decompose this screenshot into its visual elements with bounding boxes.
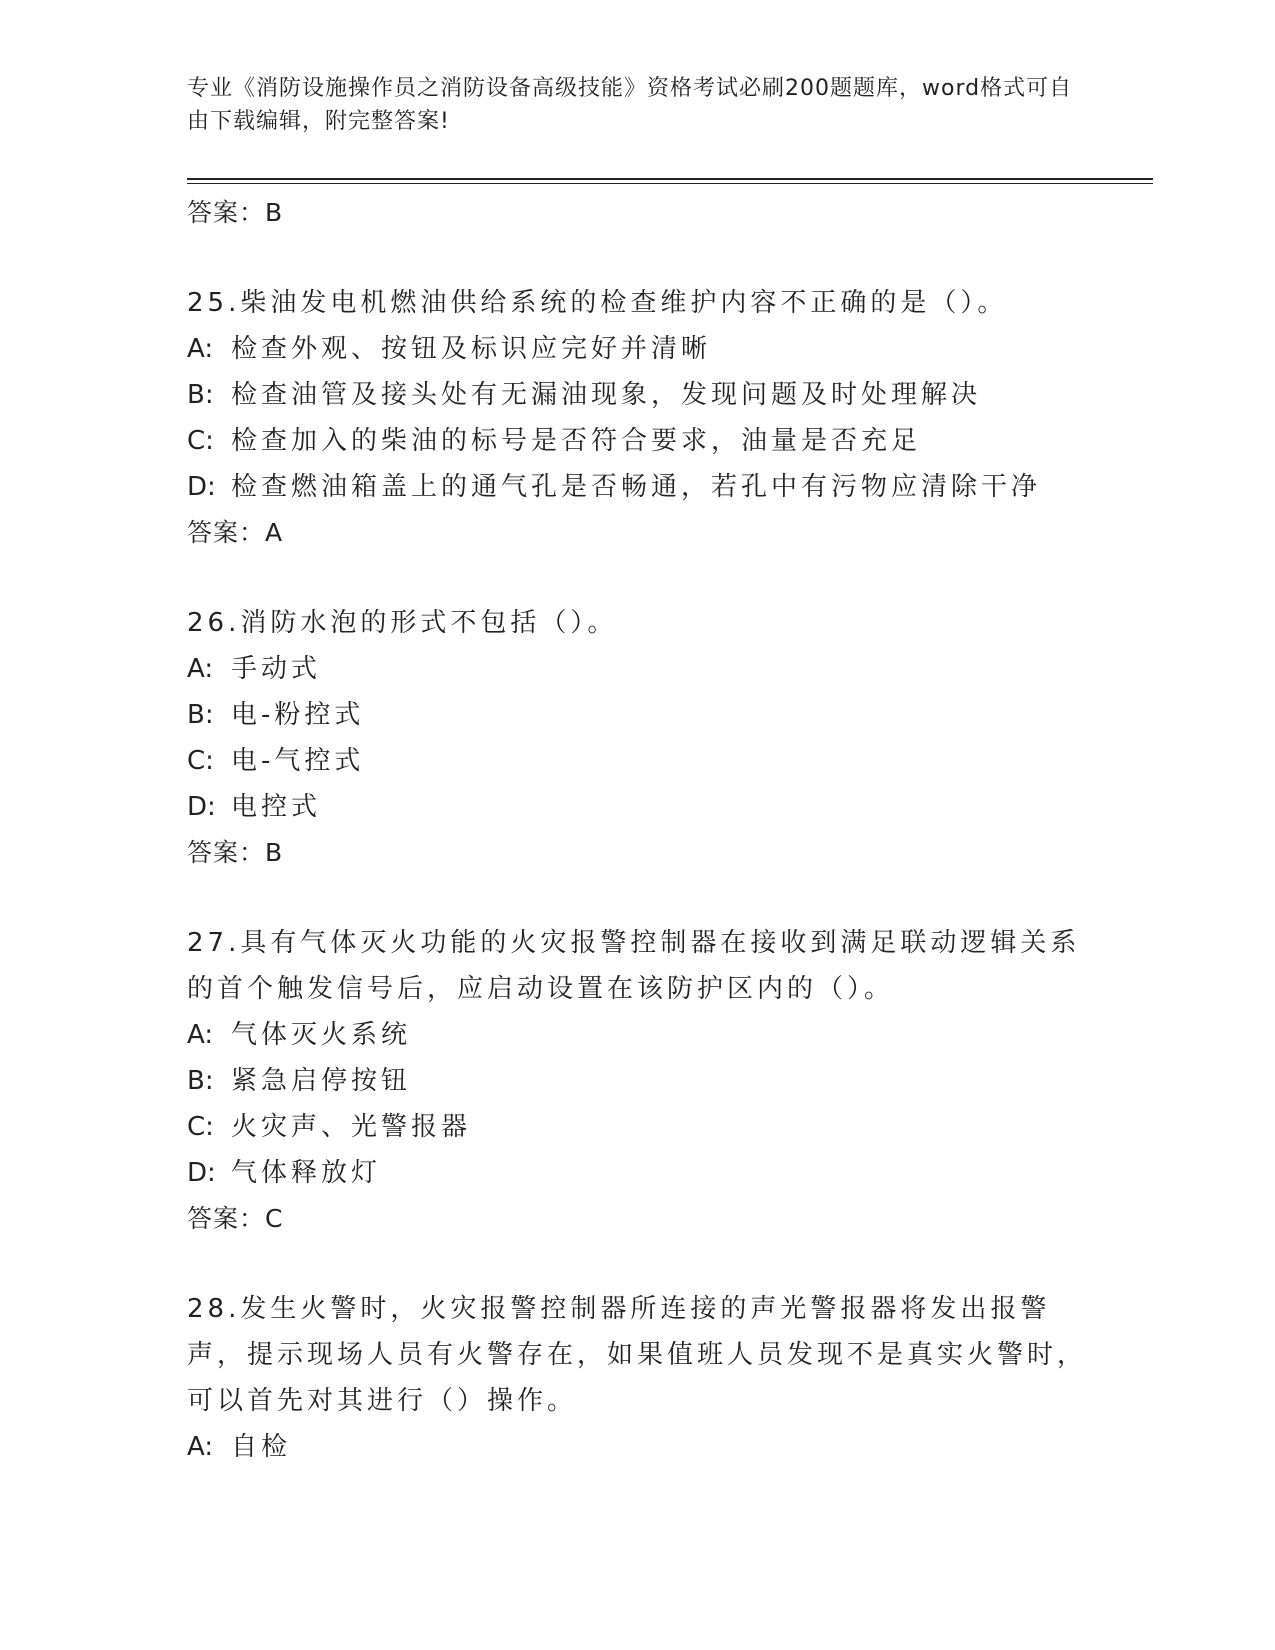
question-item xyxy=(187,1286,1107,1470)
option-letter: B: xyxy=(187,380,214,410)
question-stem: 28.发生火警时，火灾报警控制器所连接的声光警报器将发出报警声，提示现场人员有火警存在，如果值班人员发现不是真实火警时，可以首先对其进行（）操作。 xyxy=(187,1294,1088,1416)
option-letter: D: xyxy=(187,792,216,822)
answer-line: 答案：B xyxy=(187,198,284,227)
question-item xyxy=(187,920,1107,1242)
option-c xyxy=(187,738,1107,784)
option-letter: A: xyxy=(187,654,214,684)
option-letter: C: xyxy=(187,746,214,776)
option-text: 检查外观、按钮及标识应完好并清晰 xyxy=(231,334,712,364)
option-text: 电控式 xyxy=(231,792,322,822)
option-letter: C: xyxy=(187,1112,214,1142)
option-a xyxy=(187,1012,1107,1058)
option-letter: C: xyxy=(187,426,214,456)
question-item xyxy=(187,280,1107,556)
option-letter: A: xyxy=(187,1432,214,1462)
option-text: 检查油管及接头处有无漏油现象，发现问题及时处理解决 xyxy=(231,380,982,410)
question-stem: 25.柴油发电机燃油供给系统的检查维护内容不正确的是（）。 xyxy=(187,288,1008,318)
option-text: 检查加入的柴油的标号是否符合要求，油量是否充足 xyxy=(231,426,922,456)
option-d xyxy=(187,784,1107,830)
option-text: 手动式 xyxy=(231,654,322,684)
option-letter: A: xyxy=(187,334,214,364)
option-text: 气体释放灯 xyxy=(231,1158,382,1188)
answer-line: 答案：B xyxy=(187,838,284,867)
option-a xyxy=(187,1424,1107,1470)
option-letter: D: xyxy=(187,1158,216,1188)
header-divider-thick xyxy=(187,178,1153,180)
option-a xyxy=(187,646,1107,692)
question-list xyxy=(187,190,1107,1470)
option-text: 电-气控式 xyxy=(231,746,365,776)
option-d xyxy=(187,1150,1107,1196)
document-header: 专业《消防设施操作员之消防设备高级技能》资格考试必刷200题题库，word格式可自由下载编辑，附完整答案! xyxy=(187,76,1073,134)
option-d xyxy=(187,464,1107,510)
question-item xyxy=(187,600,1107,876)
option-text: 检查燃油箱盖上的通气孔是否畅通，若孔中有污物应清除干净 xyxy=(231,472,1042,502)
option-c xyxy=(187,1104,1107,1150)
option-letter: B: xyxy=(187,700,214,730)
option-letter: A: xyxy=(187,1020,214,1050)
option-text: 气体灭火系统 xyxy=(231,1020,412,1050)
option-b xyxy=(187,692,1107,738)
question-stem: 26.消防水泡的形式不包括（）。 xyxy=(187,608,618,638)
option-text: 电-粉控式 xyxy=(231,700,365,730)
answer-line: 答案：A xyxy=(187,518,284,547)
option-b xyxy=(187,1058,1107,1104)
question-stem: 27.具有气体灭火功能的火灾报警控制器在接收到满足联动逻辑关系的首个触发信号后，应启动设置在该防护区内的（）。 xyxy=(187,928,1081,1004)
header-divider-thin xyxy=(187,183,1153,184)
option-c xyxy=(187,418,1107,464)
option-letter: B: xyxy=(187,1066,214,1096)
option-a xyxy=(187,326,1107,372)
option-text: 紧急启停按钮 xyxy=(231,1066,412,1096)
option-letter: D: xyxy=(187,472,216,502)
option-b xyxy=(187,372,1107,418)
answer-line: 答案：C xyxy=(187,1204,284,1233)
option-text: 火灾声、光警报器 xyxy=(231,1112,472,1142)
option-text: 自检 xyxy=(231,1432,292,1462)
